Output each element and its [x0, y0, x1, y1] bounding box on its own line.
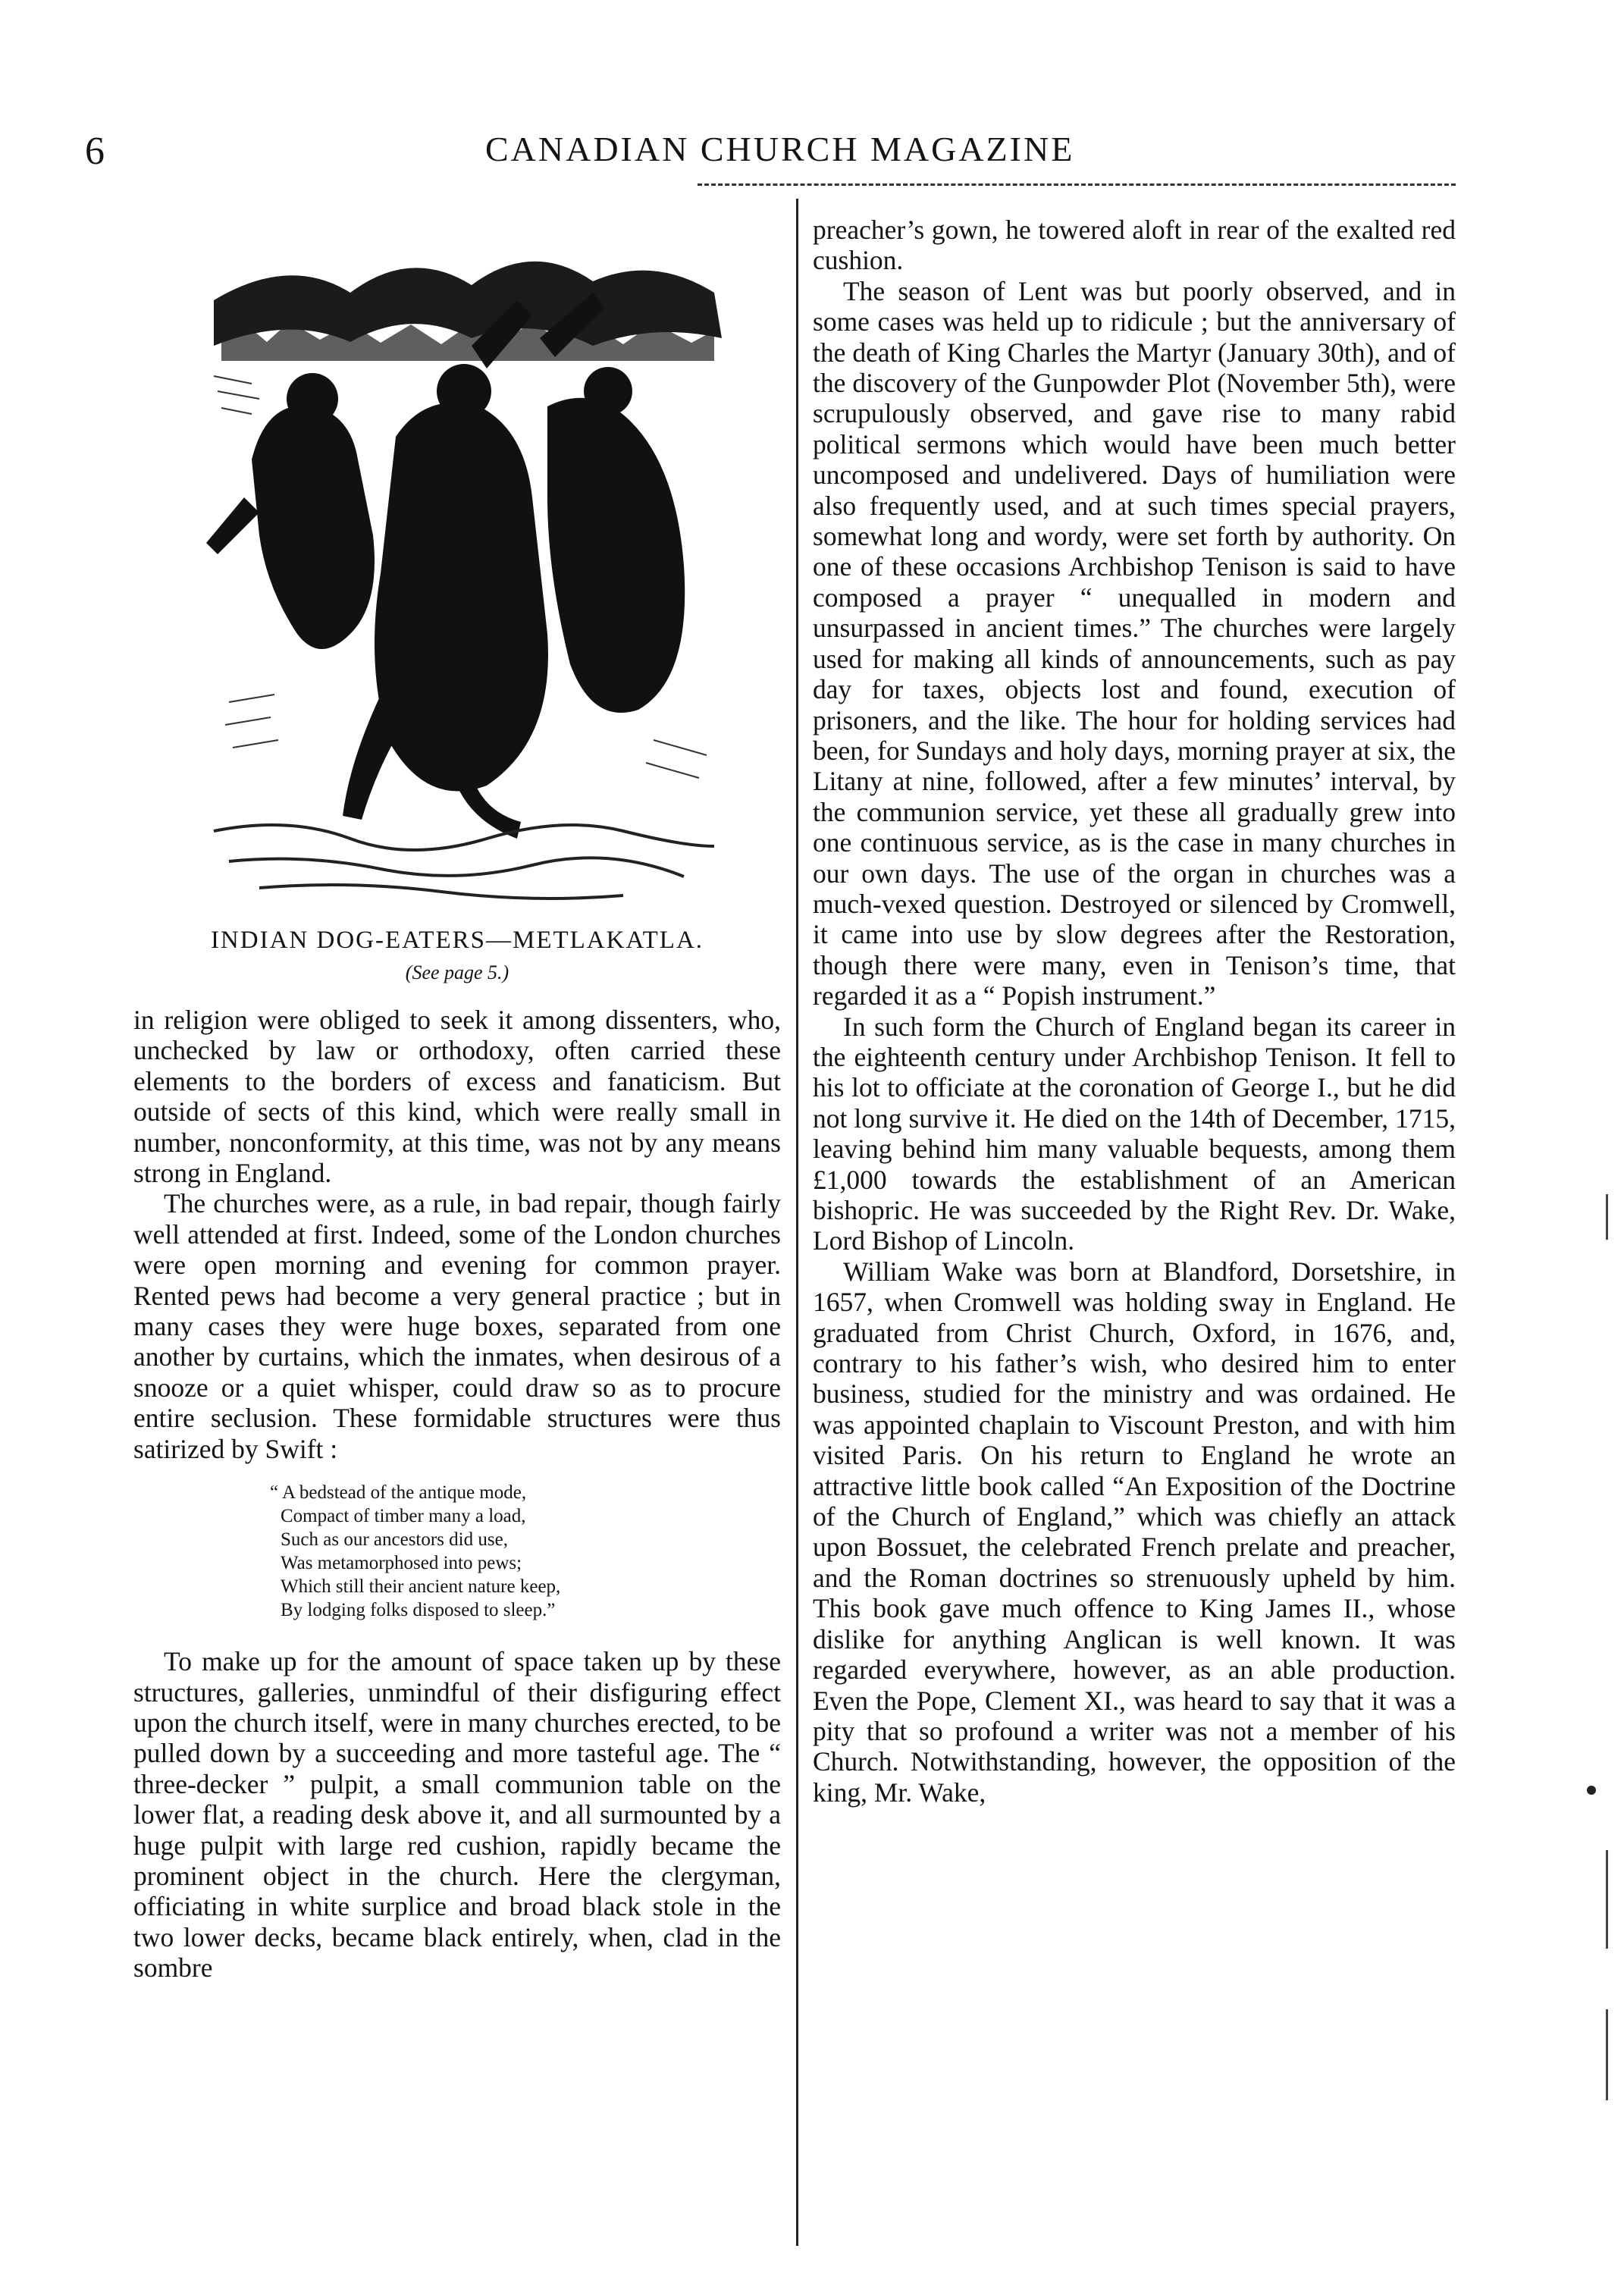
- swift-poem: [270, 1481, 781, 1622]
- running-head: CANADIAN CHURCH MAGAZINE: [485, 130, 1075, 168]
- poem-line: Such as our ancestors did use,: [281, 1529, 508, 1551]
- right-paragraph-1: preacher’s gown, he towered aloft in rear of the exalted red cushion.: [813, 215, 1456, 276]
- margin-tick: [1606, 2009, 1608, 2100]
- right-column: [813, 215, 1456, 1808]
- header-rule: [698, 183, 1456, 186]
- poem-line: By lodging folks disposed to sleep.”: [281, 1600, 556, 1621]
- illustration-figures: [206, 293, 685, 839]
- poem-line: Was metamorphosed into pews;: [281, 1553, 522, 1574]
- margin-tick: [1606, 1850, 1608, 1949]
- left-paragraph-3: To make up for the amount of space taken up by these structures, galleries, unmindful of their disfiguring effect upon the church itself, were in many churches erected, to be pulled down by a succeeding and more tasteful age. The “ three-decker ” pulpit, a small communion table on the lower flat, a reading desk above it, and all surmounted by a huge pulpit with large red cushion, rapidly became the prominent object in the church. Here the clergyman, officiating in white surplice and broad black stole in the two lower decks, became black entirely, when, clad in the sombre: [133, 1646, 781, 1984]
- left-column: [133, 1005, 781, 1984]
- figure-subcaption: (See page 5.): [405, 961, 509, 983]
- figure-caption: INDIAN DOG-EATERS—METLAKATLA.: [210, 927, 704, 954]
- margin-dot: [1587, 1786, 1596, 1795]
- right-paragraph-3: In such form the Church of England began its career in the eighteenth century under Archbishop Tenison. It fell to his lot to officiate at the coronation of George I., but he did not long survive it. He died on the 14th of December, 1715, leaving behind him many valuable bequests, among them £1,000 towards the establishment of an American bishopric. He was succeeded by the Right Rev. Dr. Wake, Lord Bishop of Lincoln.: [813, 1011, 1456, 1256]
- column-divider: [796, 199, 798, 2246]
- margin-tick: [1606, 1194, 1608, 1240]
- page-number: 6: [85, 130, 105, 173]
- poem-line: Which still their ancient nature keep,: [281, 1576, 561, 1598]
- left-paragraph-1: in religion were obliged to seek it among dissenters, who, unchecked by law or orthodoxy, often carried these elements to the borders of excess and fanaticism. But outside of sects of this kind, which were really small in number, nonconformity, at this time, was not by any means strong in England.: [133, 1005, 781, 1189]
- illustration-background-foliage: [214, 262, 722, 361]
- poem-line: “ A bedstead of the antique mode,: [270, 1482, 527, 1504]
- right-paragraph-4: William Wake was born at Blandford, Dorsetshire, in 1657, when Cromwell was holding sway in England. He graduated from Christ Church, Oxford, in 1676, and, contrary to his father’s wish, who desired him to enter business, studied for the ministry and was ordained. He was appointed chaplain to Viscount Preston, and with him visited Paris. On his return to England he wrote an attractive little book called “An Exposition of the Doctrine of the Church of England,” which was chiefly an attack upon Bossuet, the celebrated French prelate and preacher, and the Roman doctrines so strenuously upheld by him. This book gave much offence to King James II., whose dislike for anything Anglican is well known. It was regarded everywhere, however, as an able production. Even the Pope, Clement XI., was heard to say that it was a pity that so profound a writer was not a member of his Church. Notwithstanding, however, the opposition of the king, Mr. Wake,: [813, 1256, 1456, 1808]
- engraving-illustration: [199, 209, 722, 914]
- poem-line: Compact of timber many a load,: [281, 1506, 526, 1527]
- right-paragraph-2: The season of Lent was but poorly observed, and in some cases was held up to ridicule ; but the anniversary of the death of King Charles the Martyr (January 30th), and of the discovery of the Gunpowder Plot (November 5th), were scrupulously observed, and gave rise to many rabid political sermons which would have been much better uncomposed and undelivered. Days of humiliation were also frequently used, and at such times special prayers, somewhat long and wordy, were set forth by authority. On one of these occasions Archbishop Tenison is said to have composed a prayer “ unequalled in modern and unsurpassed in ancient times.” The churches were largely used for making all kinds of announcements, such as pay day for taxes, objects lost and found, execution of prisoners, and the like. The hour for holding services had been, for Sundays and holy days, morning prayer at six, the Litany at nine, followed, after a few minutes’ interval, by the communion service, yet these all gradually grew into one continuous service, as is the case in many churches in our own days. The use of the organ in churches was a much-vexed question. Destroyed or silenced by Cromwell, it came into use by slow degrees after the Restoration, though there were many, even in Tenison’s time, that regarded it as a “ Popish instrument.”: [813, 275, 1456, 1011]
- left-paragraph-2: The churches were, as a rule, in bad repair, though fairly well attended at first. Indeed, some of the London churches were open morning and evening for common prayer. Rented pews had become a very general practice ; but in many cases they were huge boxes, separated from one another by curtains, which the inmates, when desirous of a snooze or a quiet whisper, could draw so as to procure entire seclusion. These formidable structures were thus satirized by Swift :: [133, 1188, 781, 1464]
- illustration-ground: [214, 825, 714, 899]
